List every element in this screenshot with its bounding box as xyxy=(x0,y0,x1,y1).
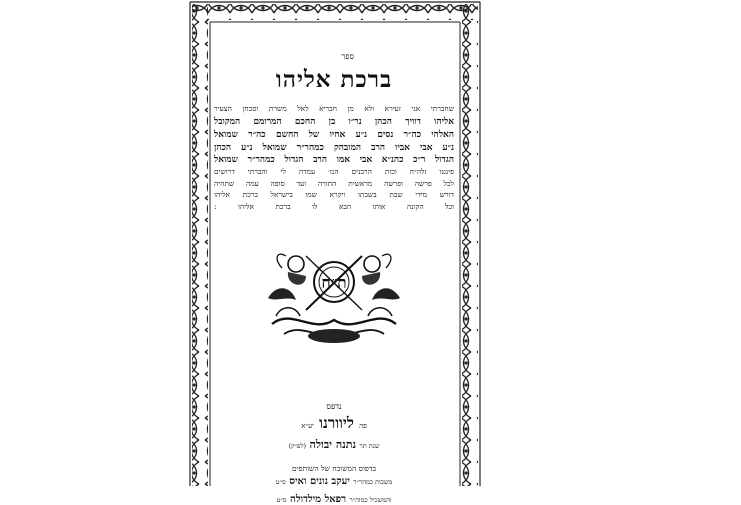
year-prefix: שנת תר xyxy=(359,442,380,450)
body-line-3: האלהי כה״ר נסים נ״ע אחיו של החשם כה״ר שמואל xyxy=(214,130,454,140)
year-chronogram: נתנה יבולה xyxy=(309,438,357,451)
vignette-letters: ת״ח xyxy=(321,273,347,292)
body-line-1: שחברתי אני זעירא ולא מן חבריא לאל משרת וסכחן הצעיר xyxy=(214,104,454,113)
place-name: ליוורנו xyxy=(319,414,354,432)
body-line-7: לכל פרשה ופרשה מראשית התורה ועד סופה עמה שתהיה xyxy=(214,179,454,188)
sefer-label: ספר xyxy=(341,52,354,61)
printer-line-3: והמשכיל כמוה״ר רפאל מילדולה ס״ט xyxy=(276,494,392,505)
place-suffix: יע״א xyxy=(301,422,314,430)
printing-year xyxy=(210,438,458,451)
place-prefix: פה xyxy=(359,422,367,430)
printed-label: נדפס xyxy=(326,402,342,411)
year-suffix: (לפ״ק) xyxy=(288,442,307,450)
printer-line-2: משכות כמהר״ר יעקב נונים ואיס ס״ט xyxy=(275,476,393,487)
body-line-8: דורש מידי שבת בשבתו ויקרא שמו בישראל ברכת אליהו xyxy=(214,190,454,199)
body-line-9: וכל הקונה אותו הבא לו ברכת אליהו : xyxy=(214,202,454,211)
body-line-2: אליהו דוויך הכהן נר״ו בן החכם המרומם המקובל xyxy=(214,117,454,127)
printer-name-1: יעקב נונים ואיס xyxy=(289,476,350,487)
printer-name-2: רפאל מילדולה xyxy=(290,494,347,505)
printing-place xyxy=(210,414,458,433)
printers-mark-vignette xyxy=(262,238,406,354)
title-page xyxy=(210,24,458,505)
body-line-5: הגדול ר״כ כהנ״א אבי אמו הרב הגדול כמהר״ר שמואל xyxy=(214,155,454,165)
body-line-4: נ״ע אבי אביו הרב המובהק כמהר״ר שמואל נ״ע הכהן xyxy=(214,143,454,153)
body-line-6: פינטו זלה״ה וכות הרבנים הנז׳ עמדה לי והברתי דרושים xyxy=(214,167,454,176)
printer-line-1: בדפוס המשובח של השותפים xyxy=(291,464,377,473)
book-title: ברכת אליהו xyxy=(275,66,393,93)
